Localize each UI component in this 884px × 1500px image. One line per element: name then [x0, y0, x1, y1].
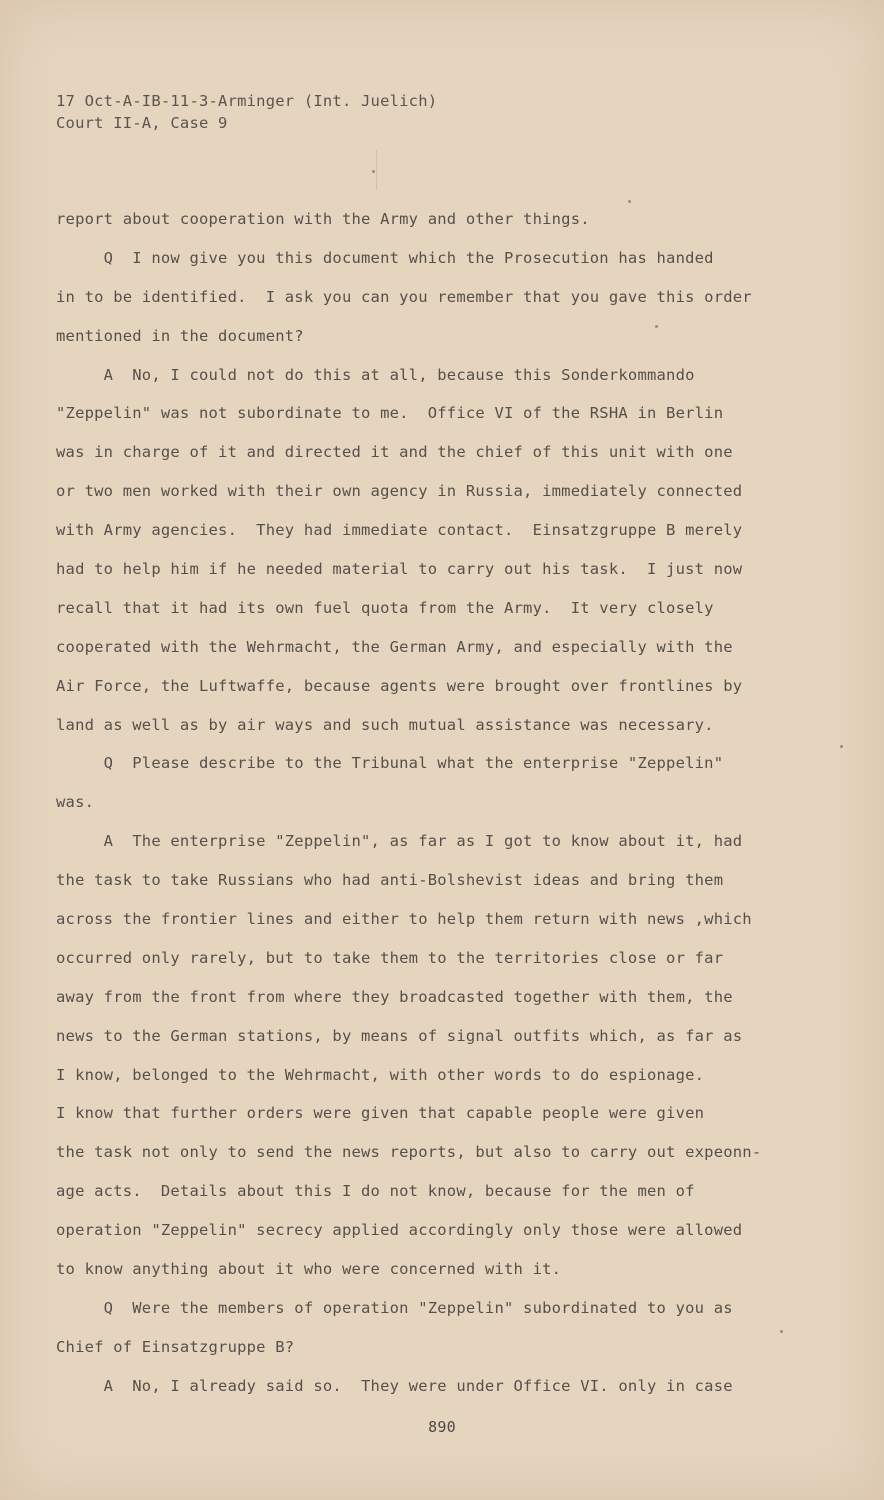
paper-speck [372, 170, 375, 173]
transcript-line: report about cooperation with the Army and other things. [56, 210, 590, 228]
transcript-line: I know, belonged to the Wehrmacht, with other words to do espionage. [56, 1065, 705, 1084]
transcript-line: land as well as by air ways and such mutual assistance was necessary. [56, 715, 714, 734]
paper-speck [780, 1330, 783, 1333]
page-number: 890 [428, 1418, 456, 1436]
transcript-line: A No, I could not do this at all, because this Sonderkommando [56, 365, 695, 384]
paper-crease [376, 150, 377, 190]
transcript-line: Chief of Einsatzgruppe B? [56, 1337, 295, 1356]
transcript-line: to know anything about it who were concerned with it. [56, 1260, 562, 1279]
paper-speck [628, 200, 631, 203]
transcript-line: was. [56, 793, 95, 812]
transcript-line: recall that it had its own fuel quota from the Army. It very closely [56, 598, 714, 617]
transcript-line: Q Please describe to the Tribunal what the enterprise "Zeppelin" [56, 754, 724, 773]
transcript-line: Air Force, the Luftwaffe, because agents were brought over frontlines by [56, 676, 743, 695]
header-line-1: 17 Oct-A-IB-11-3-Arminger (Int. Juelich) [56, 92, 438, 110]
paper-speck [840, 745, 843, 748]
header-line-2: Court II-A, Case 9 [56, 114, 228, 132]
transcript-line: had to help him if he needed material to carry out his task. I just now [56, 560, 743, 579]
transcript-line: A The enterprise "Zeppelin", as far as I got to know about it, had [56, 832, 743, 851]
document-header [56, 90, 437, 134]
transcript-line: news to the German stations, by means of signal outfits which, as far as [56, 1026, 743, 1045]
transcript-line: Q Were the members of operation "Zeppelin" subordinated to you as [56, 1298, 733, 1317]
transcript-line: was in charge of it and directed it and the chief of this unit with one [56, 443, 733, 462]
transcript-line: "Zeppelin" was not subordinate to me. Office VI of the RSHA in Berlin [56, 404, 724, 423]
transcript-line: A No, I already said so. They were under Office VI. only in case [56, 1376, 733, 1395]
transcript-line: across the frontier lines and either to help them return with news ,which [56, 910, 752, 929]
transcript-line: away from the front from where they broadcasted together with them, the [56, 987, 733, 1006]
transcript-line: age acts. Details about this I do not know, because for the men of [56, 1182, 695, 1201]
transcript-line: the task to take Russians who had anti-Bolshevist ideas and bring them [56, 871, 724, 890]
transcript-line: cooperated with the Wehrmacht, the German Army, and especially with the [56, 637, 733, 656]
transcript-line: in to be identified. I ask you can you remember that you gave this order [56, 287, 752, 306]
transcript-line: mentioned in the document? [56, 326, 304, 345]
transcript-line: operation "Zeppelin" secrecy applied accordingly only those were allowed [56, 1221, 743, 1240]
transcript-body [56, 208, 768, 1414]
transcript-line: or two men worked with their own agency in Russia, immediately connected [56, 482, 743, 501]
transcript-line: I know that further orders were given that capable people were given [56, 1104, 705, 1123]
transcript-line: Q I now give you this document which the Prosecution has handed [56, 248, 714, 267]
transcript-line: the task not only to send the news reports, but also to carry out expeonn- [56, 1143, 762, 1162]
transcript-line: occurred only rarely, but to take them to the territories close or far [56, 948, 724, 967]
transcript-line: with Army agencies. They had immediate contact. Einsatzgruppe B merely [56, 521, 743, 540]
